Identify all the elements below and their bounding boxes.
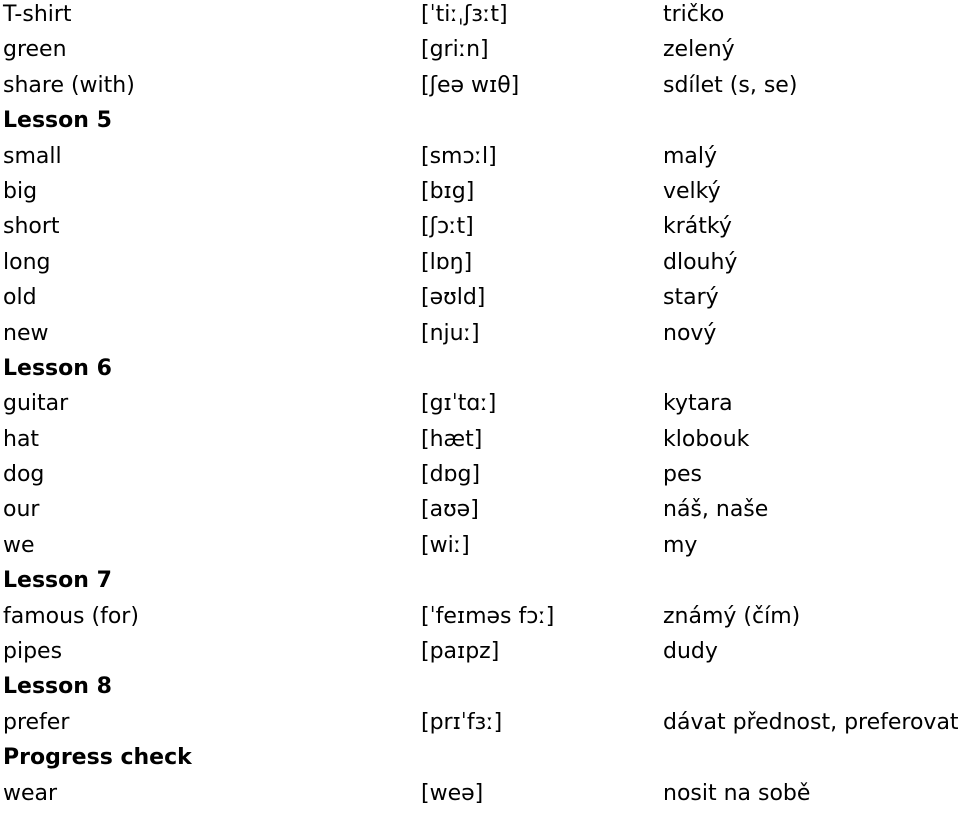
english-word: guitar — [3, 391, 69, 417]
pronunciation: [njuː] — [421, 320, 480, 346]
czech-translation: dlouhý — [663, 249, 738, 275]
czech-translation: starý — [663, 285, 719, 311]
english-word: famous (for) — [3, 603, 139, 629]
english-word: green — [3, 37, 67, 63]
english-word: short — [3, 214, 60, 240]
pronunciation: [aʊə] — [421, 497, 479, 523]
vocab-row — [0, 708, 960, 743]
english-word: dog — [3, 462, 45, 488]
english-word: prefer — [3, 709, 70, 735]
vocab-row — [0, 495, 960, 530]
english-word: hat — [3, 426, 40, 452]
pronunciation: [lɒŋ] — [421, 249, 473, 275]
vocab-row — [0, 319, 960, 354]
english-word: old — [3, 285, 37, 311]
czech-translation: náš, naše — [663, 497, 769, 523]
pronunciation: [smɔːl] — [421, 143, 497, 169]
vocab-row — [0, 531, 960, 566]
vocab-row — [0, 212, 960, 247]
section-heading — [0, 743, 960, 778]
lesson-heading-label: Lesson 6 — [3, 355, 112, 381]
vocab-row — [0, 637, 960, 672]
czech-translation: my — [663, 532, 698, 558]
english-word: new — [3, 320, 49, 346]
czech-translation: krátký — [663, 214, 732, 240]
czech-translation: pes — [663, 462, 702, 488]
english-word: we — [3, 532, 35, 558]
czech-translation: zelený — [663, 37, 735, 63]
czech-translation: klobouk — [663, 426, 750, 452]
english-word: small — [3, 143, 62, 169]
czech-translation: dávat přednost, preferovat — [663, 709, 959, 735]
czech-translation: sdílet (s, se) — [663, 72, 798, 98]
english-word: pipes — [3, 639, 63, 665]
lesson-heading — [0, 354, 960, 389]
pronunciation: [ˈtiːˌʃɜːt] — [421, 2, 508, 27]
english-word: our — [3, 497, 40, 523]
czech-translation: nový — [663, 320, 717, 346]
pronunciation: [griːn] — [421, 37, 489, 63]
lesson-heading — [0, 566, 960, 601]
pronunciation: [wiː] — [421, 532, 470, 558]
pronunciation: [əʊld] — [421, 285, 486, 311]
vocab-row — [0, 248, 960, 283]
pronunciation: [bɪg] — [421, 178, 475, 204]
czech-translation: dudy — [663, 639, 718, 665]
vocab-row — [0, 283, 960, 318]
pronunciation: [hæt] — [421, 426, 483, 452]
vocab-row — [0, 460, 960, 495]
english-word: wear — [3, 780, 58, 806]
vocab-row — [0, 71, 960, 106]
czech-translation: známý (čím) — [663, 603, 801, 629]
lesson-heading-label: Lesson 5 — [3, 108, 112, 134]
english-word: long — [3, 249, 51, 275]
lesson-heading-label: Lesson 7 — [3, 568, 112, 594]
english-word: T-shirt — [3, 2, 72, 27]
english-word: big — [3, 178, 38, 204]
vocab-row — [0, 35, 960, 70]
pronunciation: [paɪpz] — [421, 639, 500, 665]
lesson-heading — [0, 106, 960, 141]
czech-translation: nosit na sobě — [663, 780, 811, 806]
vocab-row — [0, 142, 960, 177]
vocab-row — [0, 389, 960, 424]
pronunciation: [ˈfeɪməs fɔː] — [421, 603, 555, 629]
vocab-row — [0, 602, 960, 637]
vocab-row — [0, 0, 960, 35]
vocab-row — [0, 425, 960, 460]
lesson-heading — [0, 672, 960, 707]
pronunciation: [weə] — [421, 780, 484, 806]
pronunciation: [gɪˈtɑː] — [421, 391, 497, 417]
pronunciation: [prɪˈfɜː] — [421, 709, 503, 735]
vocab-row — [0, 779, 960, 814]
english-word: share (with) — [3, 72, 135, 98]
czech-translation: kytara — [663, 391, 733, 417]
pronunciation: [dɒg] — [421, 462, 481, 488]
czech-translation: tričko — [663, 2, 725, 27]
section-heading-label: Progress check — [3, 745, 192, 771]
vocab-row — [0, 177, 960, 212]
lesson-heading-label: Lesson 8 — [3, 674, 112, 700]
pronunciation: [ʃɔːt] — [421, 214, 474, 240]
czech-translation: malý — [663, 143, 718, 169]
czech-translation: velký — [663, 178, 721, 204]
pronunciation: [ʃeə wɪθ] — [421, 72, 520, 98]
